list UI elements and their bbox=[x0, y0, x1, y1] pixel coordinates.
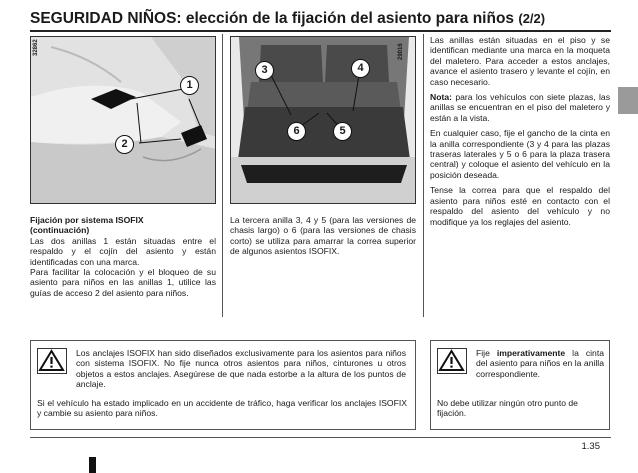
warning-left-paragraph-2: Si el vehículo ha estado implicado en un accidente de tráfico, haga verificar los anclajes ISOFIX y cambie su asiento para niños. bbox=[37, 398, 407, 419]
trunk-anchors-figure bbox=[230, 36, 416, 204]
note-text: para los vehículos con siete plazas, las anillas se encuentran en el piso del maletero y están a la vista. bbox=[430, 92, 611, 123]
middle-paragraph-1: La tercera anilla 3, 4 y 5 (para las versiones de chasis largo) o 6 (para las versiones de chasis corto) se utiliza para amarrar la correa superior de algunos asientos ISOFIX. bbox=[230, 215, 416, 257]
callout-6: 6 bbox=[287, 122, 306, 141]
figure-code-middle: 29016 bbox=[398, 43, 404, 60]
left-paragraph-1: Las dos anillas 1 están situadas entre el respaldo y el cojín del asiento y están identificadas con una marca. bbox=[30, 235, 216, 267]
warning-right-paragraph-2: No debe utilizar ningún otro punto de fijación. bbox=[437, 398, 578, 419]
title-main: SEGURIDAD NIÑOS: elección de la fijación del asiento para niños bbox=[30, 10, 515, 27]
callout-1: 1 bbox=[180, 76, 199, 95]
chapter-tab bbox=[618, 87, 638, 114]
warning-right-paragraph-1 bbox=[476, 348, 604, 379]
right-paragraph-4: Tense la correa para que el respaldo del asiento para niños esté en contacto con el respaldo del asiento del vehículo y no modifique ya los reglajes del asiento. bbox=[430, 185, 610, 227]
column-divider-1 bbox=[222, 34, 223, 317]
section-heading: Fijación por sistema ISOFIX bbox=[30, 215, 144, 225]
callout-5: 5 bbox=[333, 122, 352, 141]
page-title bbox=[30, 10, 545, 28]
column-divider-2 bbox=[423, 34, 424, 317]
right-paragraph-3: En cualquier caso, fije el gancho de la cinta en la anilla correspondiente (3 y 4 para las plazas traseras laterales y 5 o 6 para la plaza trasera central) y coloque el asiento del vehículo en la posición deseada. bbox=[430, 128, 610, 180]
left-paragraph-2: Para facilitar la colocación y el bloqueo de su asiento para niños en las anillas 1, utilice las guías de acceso 2 del asiento para niños. bbox=[30, 267, 216, 298]
callout-2: 2 bbox=[115, 135, 134, 154]
section-heading-continued: (continuación) bbox=[30, 225, 90, 236]
bottom-rule bbox=[30, 437, 611, 438]
warning-box-strap bbox=[430, 340, 610, 430]
warning-left-paragraph-1: Los anclajes ISOFIX han sido diseñados exclusivamente para los asientos para niños con sistema ISOFIX. No fije nunca otros asientos para niños, cinturones u otros objetos a estos anclajes. Asegúrese de que nada estorbe a la altura de los puntos de anclaje. bbox=[76, 348, 406, 390]
left-column-text bbox=[30, 215, 216, 298]
warning-box-isofix bbox=[30, 340, 416, 430]
middle-column-text bbox=[230, 215, 416, 257]
isofix-seat-drawing bbox=[31, 37, 216, 204]
callout-3: 3 bbox=[255, 61, 274, 80]
warning-triangle-icon-2 bbox=[437, 348, 467, 374]
title-subtitle: (2/2) bbox=[518, 11, 546, 26]
figure-code-left: 32862 bbox=[33, 39, 39, 56]
callout-4: 4 bbox=[351, 59, 370, 78]
right-column-text bbox=[430, 35, 610, 232]
page-number: 1.35 bbox=[581, 441, 600, 452]
strap-text-post: la cinta del asiento para niños en la anilla correspondiente. bbox=[476, 348, 605, 379]
strap-text-bold: imperativamente bbox=[496, 348, 566, 358]
isofix-seat-figure bbox=[30, 36, 216, 204]
note-label: Nota: bbox=[430, 92, 452, 103]
warning-triangle-icon bbox=[37, 348, 67, 374]
right-note bbox=[430, 92, 610, 123]
right-paragraph-1: Las anillas están situadas en el piso y se identifican mediante una marca en la moqueta del maletero. Para acceder a estos anclajes, avance el asiento trasero y levante el cojín, en caso necesario. bbox=[430, 35, 610, 87]
binding-mark bbox=[89, 457, 96, 473]
strap-text-pre: Fije bbox=[476, 348, 490, 358]
title-rule bbox=[30, 30, 611, 32]
